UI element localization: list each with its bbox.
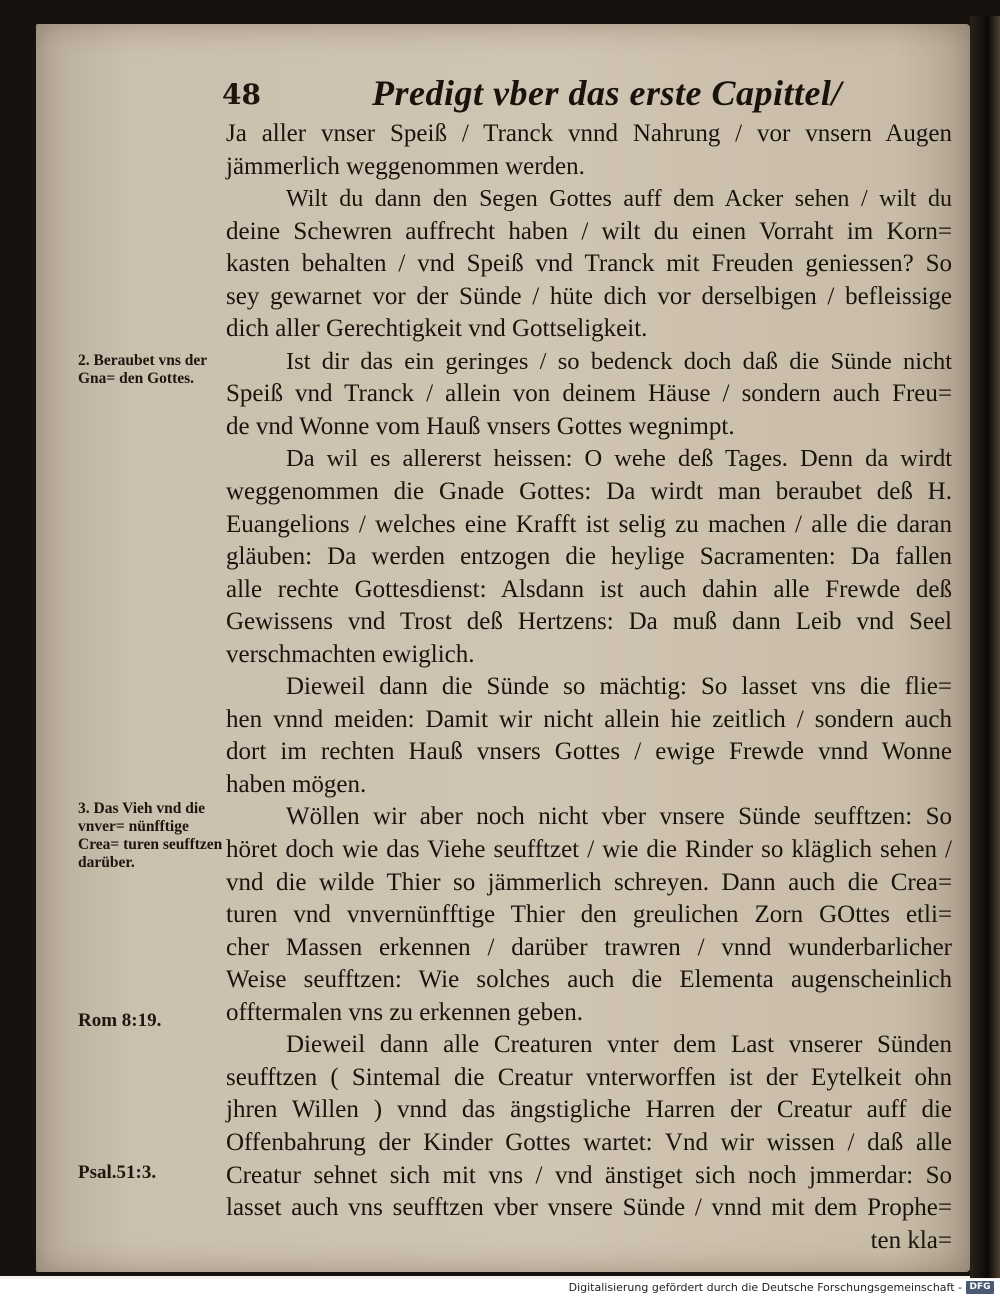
body-text bbox=[226, 118, 952, 1257]
text-line: sey gewarnet vor der Sünde / hüte dich vor derselbigen / befleissige bbox=[226, 282, 952, 310]
text-line: Ja aller vnser Speiß / Tranck vnnd Nahrung / vor vnsern Augen bbox=[226, 120, 952, 147]
footer-credit: Digitalisierung gefördert durch die Deutsche Forschungsgemeinschaft - bbox=[568, 1281, 962, 1294]
text-line: weggenommen die Gnade Gottes: Da wirdt man beraubet deß H. bbox=[226, 478, 952, 506]
text-line: vnd die wilde Thier so jämmerlich schreyen. Dann auch die Crea= bbox=[226, 868, 952, 896]
text-line: dort im rechten Hauß vnsers Gottes / ewige Frewde vnnd Wonne bbox=[226, 738, 952, 766]
text-line: Dieweil dann die Sünde so mächtig: So lasset vns die flie= bbox=[286, 673, 952, 701]
marginal-note-3: 3. Das Vieh vnd die vnver= nünfftige Crea= turen seufftzen darüber. bbox=[78, 800, 223, 871]
text-line: dich aller Gerechtigkeit vnd Gottseligkeit. bbox=[226, 315, 648, 343]
marginal-note-2: 2. Beraubet vns der Gna= den Gottes. bbox=[78, 352, 207, 387]
marginal-reference-psal: Psal.51:3. bbox=[78, 1162, 157, 1183]
text-line: Creatur sehnet sich mit vns / vnd änstiget sich noch jmmerdar: So bbox=[226, 1161, 952, 1189]
text-line: de vnd Wonne vom Hauß vnsers Gottes wegnimpt. bbox=[226, 412, 735, 440]
text-line: lasset auch vns seufftzen vber vnsere Sünde / vnnd mit dem Prophe= bbox=[226, 1194, 952, 1222]
text-line: alle rechte Gottesdienst: Alsdann ist auch dahin alle Frewde deß bbox=[226, 575, 952, 603]
text-line: haben mögen. bbox=[226, 770, 367, 798]
digitization-footer bbox=[0, 1279, 1000, 1297]
text-line: Wöllen wir aber noch nicht vber vnsere Sünde seufftzen: So bbox=[286, 803, 952, 831]
text-line: cher Massen erkennen / darüber trawren / vnnd wunderbarlicher bbox=[226, 933, 952, 961]
text-line: Dieweil dann alle Creaturen vnter dem Last vnserer Sünden bbox=[286, 1031, 952, 1059]
text-line: Speiß vnd Tranck / allein von deinem Häuse / sondern auch Freu= bbox=[226, 380, 952, 408]
page-header bbox=[222, 72, 952, 122]
text-line: höret doch wie das Viehe seufftzet / wie die Rinder so kläglich sehen / bbox=[226, 836, 952, 864]
book-page-edge bbox=[970, 16, 1000, 1278]
text-line: Wilt du dann den Segen Gottes auff dem Acker sehen / wilt du bbox=[286, 186, 952, 213]
text-line: Offenbahrung der Kinder Gottes wartet: Vnd wir wissen / daß alle bbox=[226, 1128, 952, 1156]
text-line: ten kla= bbox=[870, 1226, 952, 1254]
text-line: kasten behalten / vnd Speiß vnd Tranck mit Freuden geniessen? So bbox=[226, 250, 952, 278]
running-title: Predigt vber das erste Capittel/ bbox=[372, 73, 842, 113]
text-line: Euangelions / welches eine Krafft ist selig zu machen / alle die daran bbox=[226, 510, 952, 538]
text-line: seufftzen ( Sintemal die Creatur vnterworffen ist der Eytelkeit ohn bbox=[226, 1063, 952, 1091]
text-line: jämmerlich weggenommen werden. bbox=[226, 152, 585, 180]
text-line: Da wil es allererst heissen: O wehe deß Tages. Denn da wirdt bbox=[286, 445, 952, 473]
text-line: jhren Willen ) vnnd das ängstigliche Harren der Creatur auff die bbox=[226, 1096, 952, 1124]
text-line: turen vnd vnvernünfftige Thier den greulichen Zorn GOttes etli= bbox=[226, 901, 952, 929]
text-line: Ist dir das ein geringes / so bedenck doch daß die Sünde nicht bbox=[286, 347, 952, 375]
page-number: 48 bbox=[222, 78, 261, 111]
marginal-reference-rom: Rom 8:19. bbox=[78, 1010, 162, 1031]
dfg-logo: DFG bbox=[966, 1281, 994, 1294]
text-line: hen vnnd meiden: Damit wir nicht allein hie zeitlich / sondern auch bbox=[226, 705, 952, 733]
text-line: Weise seufftzen: Wie solches auch die Elementa augenscheinlich bbox=[226, 966, 952, 994]
text-line: Gewissens vnd Trost deß Hertzens: Da muß dann Leib vnd Seel bbox=[226, 608, 952, 636]
text-line: verschmachten ewiglich. bbox=[226, 640, 475, 668]
text-line: gläuben: Da werden entzogen die heylige Sacramenten: Da fallen bbox=[226, 543, 952, 571]
text-line: deine Schewren auffrecht haben / wilt du einen Vorraht im Korn= bbox=[226, 217, 952, 245]
text-line: offtermalen vns zu erkennen geben. bbox=[226, 998, 584, 1026]
